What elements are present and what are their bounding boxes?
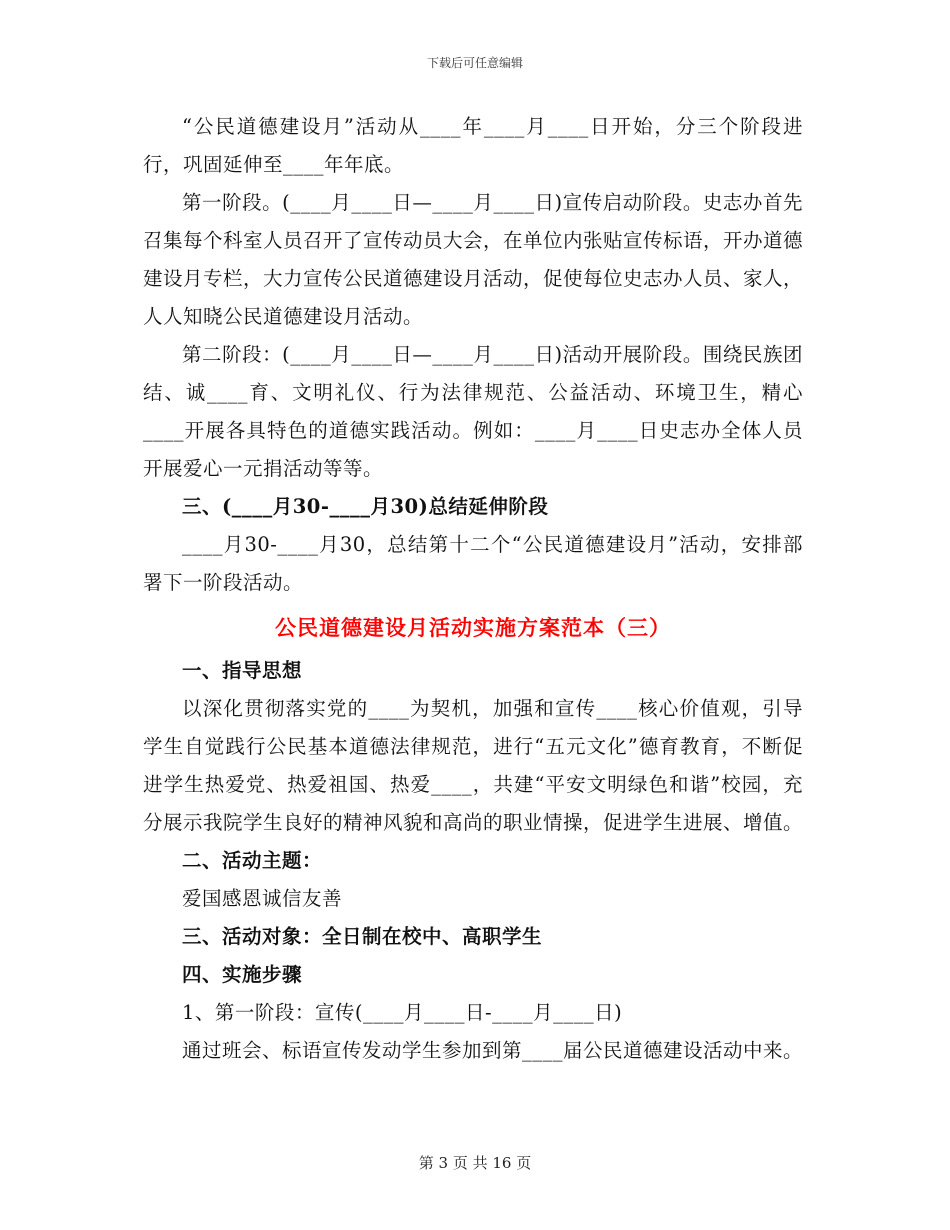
page-footer-number: 第 3 页 共 16 页 [418,1154,532,1172]
heading-guiding-thought: 一、指导思想 [182,659,303,682]
paragraph-stage-two: 第二阶段：(____月____日—____月____日)活动开展阶段。围绕民族团结、诚____育、文明礼仪、行为法律规范、公益活动、环境卫生，精心____开展各具特色的道德实践活动。例如：____月____日史志办全体人员开展爱心一元捐活动等等。 [143,343,803,480]
paragraph-schedule: “公民道德建设月”活动从____年____月____日开始，分三个阶段进行，巩固延伸至____年年底。 [143,115,803,176]
paragraph-activity-theme: 爱国感恩诚信友善 [182,887,343,910]
heading-stage-three: 三、(____月30-____月30)总结延伸阶段 [182,495,549,518]
paragraph-stage-one: 第一阶段。(____月____日—____月____日)宣传启动阶段。史志办首先召集每个科室人员召开了宣传动员大会，在单位内张贴宣传标语，开办道德建设月专栏，大力宣传公民道德建设月活动，促使每位史志办人员、家人，人人知晓公民道德建设月活动。 [143,191,804,328]
paragraph-stage-three: ____月30-____月30，总结第十二个“公民道德建设月”活动，安排部署下一阶段活动。 [143,533,803,594]
heading-implementation-steps: 四、实施步骤 [182,963,303,986]
paragraph-guiding-thought: 以深化贯彻落实党的____为契机，加强和宣传____核心价值观，引导学生自觉践行公民基本道德法律规范，进行“五元文化”德育教育，不断促进学生热爱党、热爱祖国、热爱____，共建“平安文明绿色和谐”校园，充分展示我院学生良好的精神风貌和高尚的职业情操，促进学生进展、增值。 [143,697,804,834]
paragraph-step-one-detail: 通过班会、标语宣传发动学生参加到第____届公民道德建设活动中来。 [182,1039,804,1062]
document-body [143,108,803,1070]
page-header-note: 下载后可任意编辑 [426,56,523,70]
heading-activity-theme: 二、活动主题： [182,849,323,872]
paragraph-step-one: 1、第一阶段：宣传(____月____日-____月____日) [182,1001,623,1024]
document-title: 公民道德建设月活动实施方案范本（三） [275,615,671,640]
heading-activity-target: 三、活动对象：全日制在校中、高职学生 [182,925,543,948]
